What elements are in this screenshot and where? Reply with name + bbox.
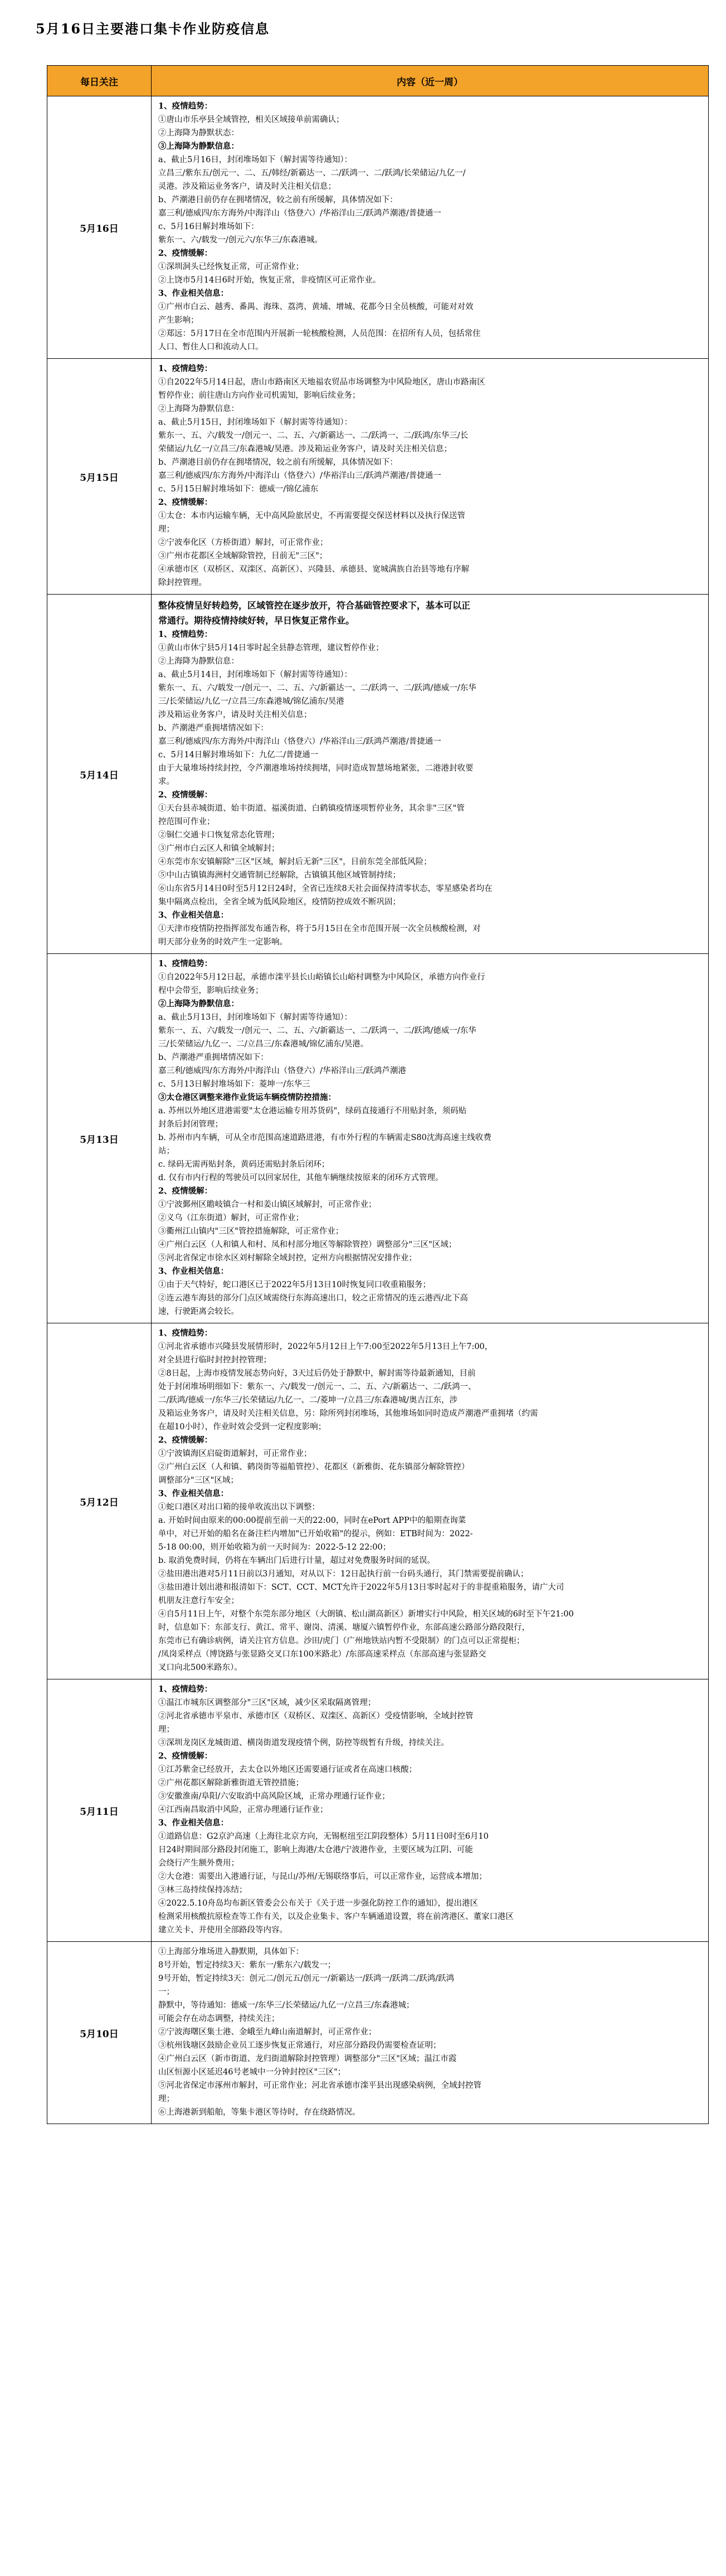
content-line: ①由于天气特好，蛇口港区已于2022年5月13日10时恢复同口收重箱服务； [158, 1280, 431, 1289]
content-line: ⑥山东省5月14日0时至5月12日24时，全省已连续8天社会面保持清零状态，零星感染者均在 [158, 884, 493, 893]
section-heading: 3、作业相关信息： [158, 1818, 229, 1828]
content-line: ①宁波镇海区启碇街道解封，可正常作业； [158, 1449, 312, 1458]
content-line: ②铜仁交通卡口恢复常态化管理； [158, 831, 280, 840]
content-line: c、5月14日解封堆场如下：九亿二/普捷通一 [158, 751, 319, 759]
content-line: 单中，对已开始的船名在备注栏内增加"已开始收箱"的提示，例如：ETB时间为：2022- [158, 1530, 473, 1538]
content-line: ②郑远：5月17日在全市范围内开展新一轮核酸检测，人员范围：在招所有人员，包括常住 [158, 329, 481, 338]
content-line: ⑤中山古镇镇海洲村交通管制已经解除，古镇镇其他区域管制持续； [158, 871, 401, 880]
content-line: ②上海降为静默信息： [158, 999, 239, 1009]
content-line: 8号开始，暂定持续3天：紫东一/紫东六/载发一； [158, 1961, 336, 1970]
page-title: 5月16日主要港口集卡作业防疫信息 [36, 21, 270, 37]
content-line: ①蛇口港区对出口箱的接单收流出以下调整： [158, 1503, 320, 1512]
section-heading: 1、疫情趋势： [158, 630, 213, 639]
section-heading: 2、疫情缓解： [158, 1751, 213, 1761]
content-line: a. 开始时间由原来的00:00提前至前一天的22:00，同时在ePort APP中的船期查询菜 [158, 1516, 466, 1525]
content-line: 叉口向北500米路东）。 [158, 1663, 242, 1672]
content-line: 理； [158, 525, 174, 534]
content-line: ①道路信息：G2京沪高速（上海往北京方向，无锡枢纽至江阴段整体）5月11日0时至6月10 [158, 1832, 489, 1841]
row-date: 5月15日 [47, 359, 152, 595]
content-line: b. 苏州市内车辆，可从全市范围高速道路进港，有市外行程的车辆需走S80沈海高速主线收费 [158, 1133, 491, 1142]
content-line: a、截止5月13日，封闭堆场如下（解封需等待通知）： [158, 1013, 353, 1022]
content-line: 求。 [158, 777, 174, 786]
content-line: ①天台县赤城街道、始丰街道、福溪街道、白鹤镇疫情逐项暂停业务，其余非"三区"管 [158, 804, 465, 813]
content-line: 5-18 00:00，则开始收箱为前一天时间为：2022-5-12 22:00； [158, 1543, 391, 1552]
row-date: 5月13日 [47, 954, 152, 1323]
content-line: ③林三岛持续保持冻结； [158, 1886, 247, 1895]
content-line: ④广州白云区（新市街道、龙归街道解除封控管理）调整部分"三区"区域；温江市霞 [158, 2054, 457, 2063]
content-line: 时，信息如下：东部支行、黄江、常平、谢岗、清溪、塘厦六镇暂停作业，东部高速公路部分路段限行， [158, 1623, 530, 1632]
content-line: 日24时期间部分路段封闭施工，影响上海港/太仓港/宁波港作业，主要区域为江阴、可能 [158, 1845, 473, 1854]
section-heading: 2、疫情缓解： [158, 790, 213, 800]
content-line: b. 取消免费时间，仍将在车辆出门后进行计量，超过对免费服务时间的延误。 [158, 1556, 435, 1565]
content-line: 嘉三利/德威四/东方海外/中海洋山（恪登六）/华裕洋山三/跃鸿芦潮港/普捷通一 [158, 471, 441, 480]
content-line: ②连云港车海县的部分门点区域需绕行东海高速出口，较之正常情况的连云港西/北下高 [158, 1294, 468, 1303]
content-line: 荣储运/九亿一/立昌三/东森港城/昊港。涉及箱运业务客户，请及时关注相关信息； [158, 445, 452, 454]
section-heading: 1、疫情趋势： [158, 1684, 213, 1694]
section-heading: 2、疫情缓解： [158, 249, 213, 258]
content-line: 一； [158, 1988, 174, 1996]
section-heading: 1、疫情趋势： [158, 101, 213, 111]
content-line: c、5月13日解封堆场如下：菱坤一/东华三 [158, 1080, 310, 1089]
content-line: /凤岗采样点（博饶路与张显路交叉口东100米路北）/东部高速采样点（东部高速与张显路交 [158, 1650, 486, 1659]
section-heading: 3、作业相关信息： [158, 1267, 229, 1276]
content-line: 涉及箱运业务客户，请及时关注相关信息； [158, 710, 312, 719]
content-line: ④江西南昌取消中风险，正常办理通行证作业； [158, 1805, 328, 1814]
section-heading: 3、作业相关信息： [158, 289, 229, 298]
content-line: ①深圳洞头已经恢复正常，可正常作业； [158, 262, 304, 271]
content-line: ③盐田港计划出港和报清如下：SCT、CCT、MCT允许于2022年5月13日零时起对于的非提重箱服务，请广大司 [158, 1583, 564, 1592]
content-line: 在超10小时），作业时效会受到一定程度影响； [158, 1423, 327, 1431]
content-line: 产生影响； [158, 316, 199, 325]
content-line: ④承德市区（双桥区、双滦区、高新区）、兴隆县、承德县、宽城满族自治县等地有序解 [158, 565, 470, 574]
content-line: 9号开始，暂定持续3天：创元二/创元五/创元一/新霸达一/跃鸿一/跃鸿二/跃鸿/跃鸿 [158, 1974, 455, 1983]
content-line: 处于封闭堆场明细如下：紫东一、六/载发一/创元一、二、五、六/新霸达一、二/跃鸿一、 [158, 1382, 476, 1391]
content-line: b、芦潮港严重拥堵情况如下： [158, 724, 269, 733]
content-line: ①上海部分堆场进入静默期，具体如下： [158, 1947, 304, 1956]
content-line: c、5月16日解封堆场如下： [158, 222, 259, 231]
row-date: 5月16日 [47, 96, 152, 359]
content-line: ②宁波奉化区（方桥街道）解封，可正常作业； [158, 538, 328, 547]
content-line: 站； [158, 1147, 174, 1156]
table-row [47, 1323, 709, 1679]
content-line: ④2022.5.10舟岛均布新区管委会公布关于《关于进一步强化防控工作的通知》，提出港区 [158, 1899, 479, 1908]
content-line: ①自2022年5月12日起，承德市滦平县长山峪镇长山峪村调整为中风险区，承德方向作业行 [158, 973, 485, 982]
summary-banner: 整体疫情呈好转趋势，区域管控在逐步放开，符合基础管控要求下，基本可以正 [158, 600, 471, 611]
content-line: b、芦潮港目前仍存在拥堵情况，较之前有所缓解，具体情况如下： [158, 196, 398, 204]
content-line: ①天津市疫情防控指挥部发布通告称，将于5月15日在全市范围开展一次全员核酸检测，对 [158, 924, 481, 933]
content-line: ①宁波鄞州区瞻岐镇合一村和姜山镇区域解封，可正常作业； [158, 1200, 377, 1209]
content-line: 嘉三利/德威四/东方海外/中海洋山（恪登六）/华裕洋山三/跃鸿芦潮港/普捷通一 [158, 209, 441, 218]
summary-banner: 常通行。期待疫情持续好转，早日恢复正常作业。 [158, 615, 355, 626]
info-table [47, 65, 709, 2124]
content-line: ⑥上海港新到船舶，等集卡港区等待时，存在绕路情况。 [158, 2108, 360, 2117]
content-line: ①黄山市休宁县5月14日零时起全县静态管理，建议暂停作业； [158, 644, 384, 652]
table-row [47, 1942, 709, 2124]
content-line: ②河北省承德市平泉市、承德市区（双桥区、双滦区、高新区）受疫情影响，全域封控管 [158, 1712, 474, 1721]
content-line: 会绕行产生额外费用； [158, 1859, 239, 1868]
content-line: 紫东一、五、六/载发一/创元一、二、五、六/新霸达一、二/跃鸿一、二/跃鸿/德威一/东华 [158, 1026, 476, 1035]
content-line: ②上海降为静默状态： [158, 129, 239, 138]
content-line: ④东莞市东安镇解除"三区"区域，解封后无新"三区"，目前东莞全部低风险； [158, 858, 432, 866]
content-line: ④自5月11日上午，对整个东莞东部分地区（大朗镇、松山湖高新区）新增实行中风险，相关区域的6时至下午21:00 [158, 1610, 574, 1619]
content-line: ②宁波海曙区集士港、金峨至九峰山南道解封，可正常作业； [158, 2028, 377, 2037]
table-row [47, 359, 709, 595]
content-line: ⑤河北省保定市徐水区刘村解除全域封控，定州方向根据情况安排作业； [158, 1254, 417, 1263]
content-line: 可能会存在动态调整，持续关注； [158, 2014, 280, 2023]
row-date: 5月11日 [47, 1679, 152, 1942]
content-line: ③广州市白云区人和镇全域解封； [158, 844, 280, 853]
content-line: 理； [158, 1725, 174, 1734]
content-line: ①太仓：本市内运输车辆，无中高风险旅居史，不再需要提交保送材料以及执行保送管 [158, 512, 465, 520]
content-line: ②上海降为静默信息： [158, 657, 239, 666]
content-line: 由于大量堆场持续封控，令芦潮港堆场持续拥堵，同时造成智慧场地紧张，二港港封收要 [158, 764, 474, 773]
content-line: ⑤河北省保定市涿州市解封，可正常作业；河北省承德市滦平县出现感染病例，全域封控管 [158, 2081, 481, 2090]
row-content [152, 359, 709, 595]
content-line: ②盐田港出港对5月11日前以3月通知，对从以下：12日起执行前一台码头通行，其门禁需要提前确认； [158, 1570, 529, 1579]
section-heading: 2、疫情缓解： [158, 1435, 213, 1445]
row-date: 5月10日 [47, 1942, 152, 2124]
content-line: ②上海降为静默信息： [158, 405, 239, 413]
content-line: 三/长荣储运/九亿一/立昌三/东森港城/锦亿浦东/昊港 [158, 697, 344, 706]
content-line: a、截止5月15日，封闭堆场如下（解封需等待通知）： [158, 418, 353, 427]
content-line: 紫东一、五、六/载发一/创元一、二、五、六/新霸达一、二/跃鸿一、二/跃鸿/东华三/长 [158, 431, 469, 440]
row-content [152, 96, 709, 359]
content-line: 除封控管理。 [158, 578, 207, 587]
content-line: 程中会带至，影响后续业务； [158, 986, 264, 995]
table-header-row [47, 66, 709, 96]
content-line: 东莞市已有确诊病例，请关注官方信息。沙田/虎门（广州地铁站内暂不受限制）的门点可以正常提柜； [158, 1637, 525, 1645]
content-line: 理； [158, 2095, 174, 2103]
content-line: 封条后封闭管理； [158, 1120, 223, 1129]
content-line: 对全县进行临时封控封控管理； [158, 1356, 271, 1365]
content-line: ③太仓港区调整来港作业货运车辆疫情防控措施： [158, 1093, 336, 1102]
content-line: ③广州市花都区全域解除管控，目前无"三区"； [158, 552, 328, 561]
content-line: ③衢州江山镇内"三区"管控措施解除，可正常作业； [158, 1227, 344, 1236]
content-line: 机朋友注意行车安全； [158, 1596, 239, 1605]
content-line: ③上海降为静默信息： [158, 142, 239, 151]
section-heading: 1、疫情趋势： [158, 364, 213, 373]
content-line: ③安徽淮南/阜阳/六安取消中高风险区域，正常办理通行证作业； [158, 1792, 390, 1801]
content-line: 建立关卡、并使用全部路段等内容。 [158, 1926, 288, 1935]
content-line: a. 苏州以外地区进港需要"太仓港运输专用苏货码"，绿码直接通行不用贴封条，须码贴 [158, 1107, 467, 1116]
content-line: 控范围可作业； [158, 817, 215, 826]
content-line: 紫东一、六/载发一/创元六/东华三/东森港城。 [158, 236, 323, 245]
row-content [152, 954, 709, 1323]
content-line: ②广州花都区解除新雅街道无管控措施； [158, 1779, 304, 1788]
header-content: 内容（近一周） [152, 66, 709, 96]
content-line: b、芦潮港严重拥堵情况如下： [158, 1053, 269, 1062]
content-line: c、5月15日解封堆场如下：德威一/锦亿浦东 [158, 485, 319, 494]
content-line: ②义乌（江东街道）解封，可正常作业； [158, 1214, 304, 1223]
header-daily-focus: 每日关注 [47, 66, 152, 96]
content-line: 集中隔离点检出，全省全域为低风险地区，疫情防控成效不断巩固； [158, 898, 401, 907]
content-line: 嘉三利/德威四/东方海外/中海洋山（恪登六）/华裕洋山三/跃鸿芦潮港/普捷通一 [158, 737, 441, 746]
row-content [152, 1679, 709, 1942]
section-heading: 2、疫情缓解： [158, 1186, 213, 1196]
content-line: 检测采用核酸抗原检查等工作有关，以及企业集卡、客户车辆通道设置，将在前湾港区、董家口港区 [158, 1912, 514, 1921]
content-line: ①自2022年5月14日起，唐山市路南区天地福农贸品市场调整为中风险地区，唐山市路南区 [158, 378, 485, 387]
table-row [47, 954, 709, 1323]
section-heading: 1、疫情趋势： [158, 959, 213, 968]
row-content [152, 1942, 709, 2124]
content-line: b、芦潮港目前仍存在拥堵情况，较之前有所缓解，具体情况如下： [158, 458, 398, 467]
table-row [47, 1679, 709, 1942]
content-line: ①河北省承德市兴隆县发展情形时，2022年5月12日上午7:00至2022年5月13日上午7:00， [158, 1342, 493, 1351]
content-line: ②8日起，上海市疫情发展态势向好，3天过后仍处于静默中，解封需等待最新通知，目前 [158, 1369, 476, 1378]
content-line: ②大仓港：需要出入港通行证，与昆山/苏州/无锡联络事后，可以正常作业，运营成本增加； [158, 1872, 487, 1881]
content-line: 紫东一、五、六/载发一/创元一、二、五、六/新霸达一、二/跃鸿一、二/跃鸿/德威一/东华 [158, 684, 476, 693]
content-line: a、截止5月16日，封闭堆场如下（解封需等待通知）： [158, 155, 353, 164]
content-line: ③杭州钱塘区鼓励企业员工逐步恢复正常通行，对应部分路段仍需要检查证明； [158, 2041, 441, 2050]
table-row [47, 96, 709, 359]
content-line: 嘉三利/德威四/东方海外/中海洋山（恪登六）/华裕洋山三/跃鸿芦潮港 [158, 1067, 406, 1075]
content-line: ④广州白云区（人和镇人和村、凤和村部分地区等解除管控）调整部分"三区"区域； [158, 1240, 457, 1249]
content-line: c. 绿码无需再贴封条，黄码还需贴封条后闭环； [158, 1160, 330, 1169]
content-line: ①江苏紫金已经放开，去太仓以外地区还需要通行证或者在高速口核酸； [158, 1765, 417, 1774]
content-line: ②广州白云区（人和镇、鹤岗街等福船管控）、花都区（新雅街、花东镇部分解除管控） [158, 1463, 470, 1472]
content-line: 立昌三/紫东五/创元一、二、五/韩经/新霸达一、二/跃鸿一、二/跃鸿/长荣储运/九亿一/ [158, 169, 466, 178]
content-line: ①温江市城东区调整部分"三区"区域，减少区采取隔离管理； [158, 1698, 376, 1707]
content-line: 调整部分"三区"区域； [158, 1476, 238, 1485]
table-row [47, 595, 709, 954]
row-date: 5月12日 [47, 1323, 152, 1679]
content-line: ③深圳龙岗区龙城街道、横岗街道发现疫情个例，防控等级暂有升级，持续关注。 [158, 1739, 449, 1747]
content-line: a、截止5月14日，封闭堆场如下（解封需等待通知）： [158, 670, 353, 679]
content-line: 灵港。涉及箱运业务客户，请及时关注相关信息； [158, 182, 336, 191]
row-content [152, 1323, 709, 1679]
row-date: 5月14日 [47, 595, 152, 954]
content-line: 静默中，等待通知：德威一/东华三/长荣储运/九亿一/立昌三/东森港城； [158, 2001, 415, 2010]
content-line: 三/长荣储运/九亿一、二/立昌三/东森港城/锦亿浦东/昊港。 [158, 1040, 369, 1049]
content-line: 二/跃鸿/德威一/东华三/长荣储运/九亿一、二/菱坤一/立昌三/东森港城/奥吉江东，涉 [158, 1396, 457, 1405]
table-body [47, 96, 709, 2124]
content-line: ①唐山市乐亭县全域管控，相关区域接单前需确认； [158, 115, 344, 124]
content-line: d. 仅有市内行程的驾驶员可以回家居住，其他车辆继续按原来的闭环方式管理。 [158, 1173, 444, 1182]
content-line: 明天部分业务的时效产生一定影响。 [158, 938, 288, 947]
row-content [152, 595, 709, 954]
section-heading: 3、作业相关信息： [158, 910, 229, 920]
content-line: 及箱运业务客户，请及时关注相关信息，另：除所列封闭堆场，其他堆场如同时造成芦潮港严重拥堵（约需 [158, 1409, 538, 1418]
content-line: ②上饶市5月14日6时开始，恢复正常，非疫情区可正常作业。 [158, 276, 381, 285]
section-heading: 2、疫情缓解： [158, 498, 213, 507]
section-heading: 3、作业相关信息： [158, 1489, 229, 1498]
content-line: 暂停作业；前往唐山方向作业司机需知，影响后续业务； [158, 391, 360, 400]
section-heading: 1、疫情趋势： [158, 1328, 213, 1338]
content-line: 人口、暂住人口和流动人口。 [158, 343, 264, 352]
content-line: ①广州市白云、越秀、番禺、海珠、荔湾、黄埔、增城、花都今日全员核酸，可能对对效 [158, 303, 474, 311]
content-line: 山区恒源小区延迟46号老城中一分钟封控区"三区"； [158, 2068, 346, 2077]
content-line: 速，行驶距离会较长。 [158, 1307, 239, 1316]
